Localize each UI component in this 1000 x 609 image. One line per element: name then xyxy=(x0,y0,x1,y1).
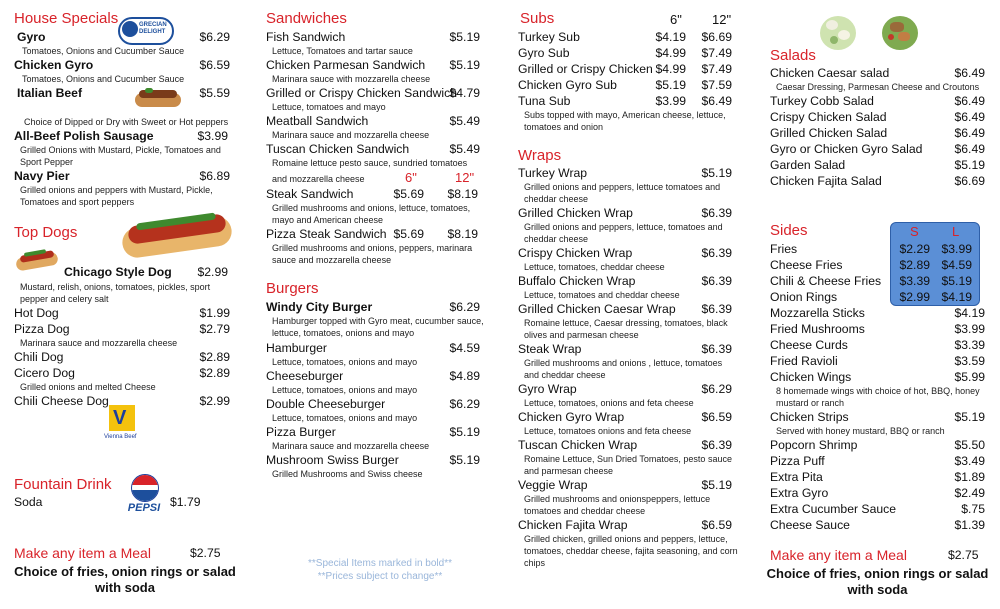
menu-item-name: Onion Rings xyxy=(770,290,838,304)
menu-item-price: $6.29 xyxy=(449,300,480,314)
menu-item-name: Chicken Fajita Salad xyxy=(770,174,882,188)
menu-item-price: $6.69 xyxy=(954,174,985,188)
menu-item-name: Grilled Chicken Caesar Wrap xyxy=(518,302,676,316)
menu-item-desc: Caesar Dressing, Parmesan Cheese and Croutons xyxy=(776,82,980,92)
menu-item-price-12: $6.69 xyxy=(701,30,732,44)
menu-item-price-12: $7.59 xyxy=(701,78,732,92)
meal-line1: Choice of fries, onion rings or salad xyxy=(14,564,236,579)
menu-item-price: $5.19 xyxy=(954,410,985,424)
size-s-label: S xyxy=(910,224,919,239)
menu-item-name: Tuscan Chicken Sandwich xyxy=(266,142,410,156)
menu-item-price-l: $5.19 xyxy=(941,274,972,288)
menu-item-price-12: $8.19 xyxy=(447,227,478,241)
sandwiches-heading: Sandwiches xyxy=(266,10,347,27)
menu-item-name: Cheese Sauce xyxy=(770,518,850,532)
menu-item-desc: Romaine lettuce pesto sauce, sundried tomatoes xyxy=(272,158,468,168)
menu-item-name: Pizza Puff xyxy=(770,454,825,468)
menu-item-name: Soda xyxy=(14,495,43,509)
menu-item-name: Steak Sandwich xyxy=(266,187,354,201)
menu-item-name: Navy Pier xyxy=(14,169,70,183)
menu-item-price: $5.19 xyxy=(701,166,732,180)
menu-item-price: $5.19 xyxy=(449,453,480,467)
menu-item-price: $5.99 xyxy=(954,370,985,384)
menu-item-name: Pizza Burger xyxy=(266,425,336,439)
menu-item-price-6: $5.19 xyxy=(655,78,686,92)
menu-item-name: Turkey Wrap xyxy=(518,166,588,180)
menu-item-name: Turkey Cobb Salad xyxy=(770,94,874,108)
menu-item-desc: Lettuce, tomatoes, onions and mayo xyxy=(272,413,418,423)
menu-item-name: Turkey Sub xyxy=(518,30,580,44)
menu-item-name: Grilled or Crispy Chicken xyxy=(518,62,653,76)
menu-item-name: Cicero Dog xyxy=(14,366,75,380)
menu-item-name: Tuna Sub xyxy=(518,94,571,108)
menu-item-price: $6.29 xyxy=(199,30,230,44)
menu-item-name: Pizza Dog xyxy=(14,322,70,336)
menu-item-desc: Lettuce, tomatoes onions and feta cheese xyxy=(524,426,692,436)
menu-item-desc: Marinara sauce with mozzarella cheese xyxy=(272,74,431,84)
menu-item-name: Pizza Steak Sandwich xyxy=(266,227,387,241)
menu-item-price: $5.19 xyxy=(449,30,480,44)
menu-item-price: $4.79 xyxy=(449,86,480,100)
menu-item-desc: and mozzarella cheese xyxy=(272,174,365,184)
menu-item-desc: Grilled mushrooms and onions, lettuce, tomatoes, mayo and American cheese xyxy=(272,203,471,225)
vienna-beef-logo-text: Vienna Beef xyxy=(104,434,137,440)
fountain-drink-heading: Fountain Drink xyxy=(14,476,112,493)
menu-item-desc: Hamburger topped with Gyro meat, cucumber sauce, lettuce, tomatoes, onions and mayo xyxy=(272,316,484,338)
menu-item-desc: Grilled onions and peppers, lettuce, tomatoes and cheddar cheese xyxy=(524,222,723,244)
house-specials-heading: House Specials xyxy=(14,10,119,27)
menu-item-price: $1.99 xyxy=(199,306,230,320)
menu-item-desc: Grilled mushrooms and onions , lettuce, tomatoes and cheddar cheese xyxy=(524,358,723,380)
size-12-label: 12" xyxy=(455,170,475,185)
meal-label: Make any item a Meal xyxy=(14,545,151,561)
menu-item-name: Grilled Chicken Wrap xyxy=(518,206,633,220)
menu-item-price: $6.59 xyxy=(701,518,732,532)
grecian-delight-logo xyxy=(118,17,174,45)
chicago-dog-image xyxy=(16,247,60,271)
size-6-label: 6" xyxy=(405,170,417,185)
menu-item-price-12: $6.49 xyxy=(701,94,732,108)
menu-item-price-6: $5.69 xyxy=(393,187,424,201)
menu-item-name: Chili Dog xyxy=(14,350,64,364)
wraps-heading: Wraps xyxy=(518,147,562,164)
menu-item-name: Chicago Style Dog xyxy=(64,265,172,279)
menu-item-name: Chicken Gyro Sub xyxy=(518,78,617,92)
pepsi-logo xyxy=(120,474,168,516)
menu-item-name: Italian Beef xyxy=(17,86,83,100)
menu-item-price: $1.79 xyxy=(170,495,201,509)
meal-line2: with soda xyxy=(95,580,155,595)
menu-item-desc: Lettuce, tomatoes, onions and feta cheese xyxy=(524,398,694,408)
menu-item-name: Cheese Curds xyxy=(770,338,848,352)
menu-item-price: $3.59 xyxy=(954,354,985,368)
menu-item-name: Popcorn Shrimp xyxy=(770,438,858,452)
menu-item-price: $6.89 xyxy=(199,169,230,183)
menu-item-desc: Tomatoes, Onions and Cucumber Sauce xyxy=(22,74,185,84)
menu-item-name: Garden Salad xyxy=(770,158,846,172)
menu-item-desc: Grilled mushrooms and onionspeppers, lettuce tomatoes and cheddar cheese xyxy=(524,494,711,516)
menu-item-price: $6.49 xyxy=(954,66,985,80)
menu-item-name: Fish Sandwich xyxy=(266,30,346,44)
salads-heading: Salads xyxy=(770,47,816,64)
meal-line1: Choice of fries, onion rings or salad xyxy=(766,566,989,581)
menu-item-name: Gyro xyxy=(17,30,46,44)
meal-price: $2.75 xyxy=(190,546,221,560)
menu-item-price: $5.50 xyxy=(954,438,985,452)
menu-item-price-12: $8.19 xyxy=(447,187,478,201)
menu-item-price: $6.49 xyxy=(954,94,985,108)
menu-item-name: Crispy Chicken Wrap xyxy=(518,246,633,260)
menu-item-name: Hot Dog xyxy=(14,306,59,320)
menu-item-name: All-Beef Polish Sausage xyxy=(14,129,154,143)
menu-item-name: Chicken Gyro xyxy=(14,58,94,72)
menu-item-price: $.75 xyxy=(961,502,985,516)
menu-item-price: $2.99 xyxy=(199,394,230,408)
menu-item-desc: Lettuce, tomatoes, cheddar cheese xyxy=(524,262,665,272)
polish-sausage-image xyxy=(120,210,235,256)
burgers-heading: Burgers xyxy=(266,280,319,297)
menu-item-name: Double Cheeseburger xyxy=(266,397,386,411)
menu-item-desc: Choice of Dipped or Dry with Sweet or Hot peppers xyxy=(24,117,229,127)
menu-item-desc: Mustard, relish, onions, tomatoes, pickles, sport pepper and celery salt xyxy=(20,282,211,304)
menu-item-price-6: $4.99 xyxy=(655,62,686,76)
menu-item-price: $1.39 xyxy=(954,518,985,532)
menu-item-price-6: $3.99 xyxy=(655,94,686,108)
menu-item-price: $1.89 xyxy=(954,470,985,484)
menu-item-price: $3.99 xyxy=(197,129,228,143)
menu-item-price: $6.39 xyxy=(701,274,732,288)
grecian-delight-logo-text: GRECIAN DELIGHT xyxy=(139,22,167,35)
menu-item-price-l: $4.59 xyxy=(941,258,972,272)
menu-item-price: $2.89 xyxy=(199,350,230,364)
menu-item-desc: Marinara sauce and mozzarella cheese xyxy=(272,441,430,451)
gyro-salad-image xyxy=(880,12,920,52)
top-dogs-heading: Top Dogs xyxy=(14,224,78,241)
menu-item-price-l: $3.99 xyxy=(941,242,972,256)
menu-item-name: Chicken Parmesan Sandwich xyxy=(266,58,426,72)
menu-item-price: $6.49 xyxy=(954,110,985,124)
menu-item-desc: Lettuce, tomatoes and cheddar cheese xyxy=(524,290,680,300)
menu-item-price: $6.29 xyxy=(701,382,732,396)
menu-item-desc: Tomatoes, Onions and Cucumber Sauce xyxy=(22,46,185,56)
size-6-label: 6" xyxy=(670,12,682,27)
menu-item-name: Steak Wrap xyxy=(518,342,582,356)
menu-item-price: $6.39 xyxy=(701,438,732,452)
size-12-label: 12" xyxy=(712,12,732,27)
menu-item-desc: Grilled onions and peppers, lettuce tomatoes and cheddar cheese xyxy=(524,182,721,204)
menu-item-desc: Grilled Onions with Mustard, Pickle, Tomatoes and Sport Pepper xyxy=(20,145,221,167)
menu-item-price: $2.79 xyxy=(199,322,230,336)
caesar-salad-image xyxy=(818,12,858,52)
menu-item-price: $3.99 xyxy=(954,322,985,336)
menu-item-price-s: $2.89 xyxy=(899,258,930,272)
menu-item-price: $4.19 xyxy=(954,306,985,320)
menu-item-name: Chili Cheese Dog xyxy=(14,394,109,408)
meal-line2: with soda xyxy=(847,582,908,597)
menu-item-name: Mushroom Swiss Burger xyxy=(266,453,399,467)
menu-item-price-6: $4.99 xyxy=(655,46,686,60)
menu-item-name: Gyro or Chicken Gyro Salad xyxy=(770,142,923,156)
meal-label: Make any item a Meal xyxy=(770,547,907,563)
menu-item-name: Hamburger xyxy=(266,341,327,355)
menu-item-price-s: $2.29 xyxy=(899,242,930,256)
menu-item-price: $5.19 xyxy=(449,58,480,72)
menu-item-desc: Marinara sauce and mozzarella cheese xyxy=(20,338,178,348)
menu-item-name: Extra Cucumber Sauce xyxy=(770,502,896,516)
menu-item-name: Grilled or Crispy Chicken Sandwich xyxy=(266,86,458,100)
menu-item-desc: Grilled chicken, grilled onions and peppers, lettuce, tomatoes, cheddar cheese, fajita seasoning, and corn chips xyxy=(524,534,738,568)
menu-item-price: $5.19 xyxy=(701,478,732,492)
menu-item-price: $5.49 xyxy=(449,142,480,156)
menu-item-price: $2.89 xyxy=(199,366,230,380)
menu-item-price: $6.59 xyxy=(701,410,732,424)
menu-item-price: $5.19 xyxy=(954,158,985,172)
menu-item-price: $4.59 xyxy=(449,341,480,355)
menu-item-desc: Romaine Lettuce, Sun Dried Tomatoes, pesto sauce and parmesan cheese xyxy=(524,454,732,476)
menu-item-name: Chicken Wings xyxy=(770,370,852,384)
menu-item-price-12: $7.49 xyxy=(701,46,732,60)
subs-heading: Subs xyxy=(520,10,555,27)
menu-item-name: Mozzarella Sticks xyxy=(770,306,865,320)
menu-item-name: Cheese Fries xyxy=(770,258,843,272)
menu-item-price: $6.39 xyxy=(701,246,732,260)
menu-item-name: Veggie Wrap xyxy=(518,478,588,492)
menu-item-price: $6.39 xyxy=(701,342,732,356)
menu-item-price-6: $4.19 xyxy=(655,30,686,44)
menu-item-desc: Grilled onions and peppers with Mustard, Pickle, Tomatoes and sport peppers xyxy=(20,185,213,207)
menu-item-name: Gyro Wrap xyxy=(518,382,577,396)
menu-item-desc: Lettuce, tomatoes and mayo xyxy=(272,102,386,112)
menu-item-desc: 8 homemade wings with choice of hot, BBQ, honey mustard or ranch xyxy=(776,386,980,408)
menu-item-price: $6.29 xyxy=(449,397,480,411)
menu-item-desc: Lettuce, tomatoes, onions and mayo xyxy=(272,385,418,395)
menu-item-desc: Lettuce, Tomatoes and tartar sauce xyxy=(272,46,413,56)
menu-item-desc: Served with honey mustard, BBQ or ranch xyxy=(776,426,945,436)
menu-item-price-12: $7.49 xyxy=(701,62,732,76)
menu-item-name: Meatball Sandwich xyxy=(266,114,369,128)
menu-item-name: Cheeseburger xyxy=(266,369,344,383)
menu-item-name: Windy City Burger xyxy=(266,300,373,314)
menu-item-price: $3.39 xyxy=(954,338,985,352)
menu-item-name: Chicken Fajita Wrap xyxy=(518,518,628,532)
menu-item-price: $2.49 xyxy=(954,486,985,500)
menu-item-desc: Marinara sauce and mozzarella cheese xyxy=(272,130,430,140)
menu-item-price: $5.49 xyxy=(449,114,480,128)
menu-item-name: Extra Pita xyxy=(770,470,823,484)
italian-beef-image xyxy=(135,88,181,108)
menu-item-name: Grilled Chicken Salad xyxy=(770,126,888,140)
menu-item-name: Tuscan Chicken Wrap xyxy=(518,438,638,452)
menu-item-price: $6.39 xyxy=(701,302,732,316)
pepsi-logo-text: PEPSI xyxy=(127,502,161,514)
menu-item-desc: Grilled onions and melted Cheese xyxy=(20,382,156,392)
size-l-label: L xyxy=(952,224,960,239)
menu-item-price: $6.49 xyxy=(954,142,985,156)
menu-item-price: $2.99 xyxy=(197,265,228,279)
vienna-beef-logo: V Vienna Beef xyxy=(104,407,137,440)
menu-item-desc: Grilled mushrooms and onions, peppers, marinara sauce and mozzarella cheese xyxy=(272,243,473,265)
menu-item-price: $5.59 xyxy=(199,86,230,100)
menu-item-name: Chicken Gyro Wrap xyxy=(518,410,625,424)
menu-item-desc: Lettuce, tomatoes, onions and mayo xyxy=(272,357,418,367)
menu-item-name: Crispy Chicken Salad xyxy=(770,110,887,124)
menu-item-price: $3.49 xyxy=(954,454,985,468)
menu-item-price: $6.49 xyxy=(954,126,985,140)
menu-item-name: Buffalo Chicken Wrap xyxy=(518,274,636,288)
menu-item-price-s: $2.99 xyxy=(899,290,930,304)
menu-item-name: Chicken Caesar salad xyxy=(770,66,890,80)
menu-item-desc: Grilled Mushrooms and Swiss cheese xyxy=(272,469,423,479)
menu-item-name: Fries xyxy=(770,242,798,256)
menu-item-name: Extra Gyro xyxy=(770,486,829,500)
menu-item-desc: Subs topped with mayo, American cheese, lettuce, tomatoes and onion xyxy=(524,110,726,132)
menu-item-price-6: $5.69 xyxy=(393,227,424,241)
menu-item-desc: Romaine lettuce, Caesar dressing, tomatoes, black olives and parmesan cheese xyxy=(524,318,728,340)
menu-item-name: Chicken Strips xyxy=(770,410,849,424)
meal-price: $2.75 xyxy=(948,548,979,562)
menu-item-price: $6.59 xyxy=(199,58,230,72)
menu-item-price: $4.89 xyxy=(449,369,480,383)
menu-item-price-l: $4.19 xyxy=(941,290,972,304)
menu-item-price: $6.39 xyxy=(701,206,732,220)
menu-item-name: Gyro Sub xyxy=(518,46,570,60)
menu-item-name: Chili & Cheese Fries xyxy=(770,274,882,288)
note-special-items: **Special Items marked in bold** xyxy=(308,558,452,569)
menu-item-name: Fried Ravioli xyxy=(770,354,838,368)
menu-item-price: $5.19 xyxy=(449,425,480,439)
menu-item-price-s: $3.39 xyxy=(899,274,930,288)
menu-item-name: Fried Mushrooms xyxy=(770,322,865,336)
note-prices: **Prices subject to change** xyxy=(317,571,443,582)
sides-heading: Sides xyxy=(770,222,808,239)
